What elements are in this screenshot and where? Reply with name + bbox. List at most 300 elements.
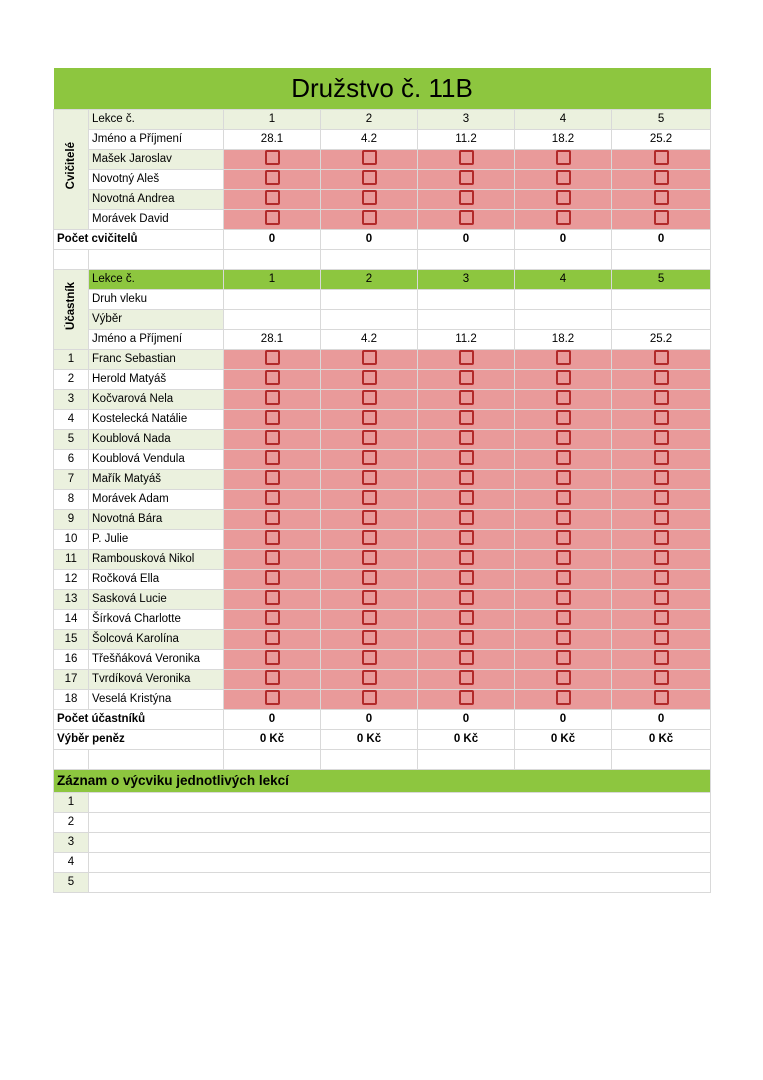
participant-checkbox-cell-4[interactable] (515, 650, 612, 670)
checkbox-icon[interactable] (459, 630, 474, 645)
participant-checkbox-cell-3[interactable] (418, 510, 515, 530)
checkbox-icon[interactable] (654, 590, 669, 605)
checkbox-icon[interactable] (265, 430, 280, 445)
checkbox-icon[interactable] (265, 510, 280, 525)
checkbox-icon[interactable] (654, 510, 669, 525)
participant-name: Franc Sebastian (89, 350, 224, 370)
checkbox-icon[interactable] (362, 530, 377, 545)
checkbox-icon[interactable] (265, 670, 280, 685)
checkbox-icon[interactable] (459, 430, 474, 445)
participant-checkbox-cell-4[interactable] (515, 530, 612, 550)
participant-checkbox-cell-2[interactable] (321, 350, 418, 370)
log-entry-cell[interactable] (89, 853, 711, 873)
checkbox-icon[interactable] (459, 610, 474, 625)
checkbox-icon[interactable] (459, 690, 474, 705)
collection-cell[interactable] (418, 310, 515, 330)
participant-number: 1 (54, 350, 89, 370)
checkbox-icon[interactable] (556, 550, 571, 565)
checkbox-icon[interactable] (459, 210, 474, 225)
instructor-checkbox-cell-2[interactable] (321, 170, 418, 190)
participant-number: 4 (54, 410, 89, 430)
checkbox-icon[interactable] (265, 150, 280, 165)
checkbox-icon[interactable] (459, 510, 474, 525)
checkbox-icon[interactable] (459, 590, 474, 605)
checkbox-icon[interactable] (459, 670, 474, 685)
participant-number: 8 (54, 490, 89, 510)
checkbox-icon[interactable] (556, 210, 571, 225)
checkbox-icon[interactable] (265, 170, 280, 185)
checkbox-icon[interactable] (362, 370, 377, 385)
participant-checkbox-cell-2[interactable] (321, 690, 418, 710)
participant-checkbox-cell-3[interactable] (418, 690, 515, 710)
participant-checkbox-cell-3[interactable] (418, 410, 515, 430)
participant-checkbox-cell-1[interactable] (224, 410, 321, 430)
participant-checkbox-cell-2[interactable] (321, 630, 418, 650)
participant-checkbox-cell-2[interactable] (321, 470, 418, 490)
checkbox-icon[interactable] (654, 450, 669, 465)
checkbox-icon[interactable] (265, 370, 280, 385)
participant-checkbox-cell-5[interactable] (612, 650, 711, 670)
participant-checkbox-cell-1[interactable] (224, 570, 321, 590)
checkbox-icon[interactable] (654, 550, 669, 565)
lesson-number: 5 (612, 270, 711, 290)
participant-count-label: Počet účastníků (54, 710, 224, 730)
participant-checkbox-cell-2[interactable] (321, 390, 418, 410)
participant-checkbox-cell-5[interactable] (612, 470, 711, 490)
instructor-name: Mašek Jaroslav (89, 150, 224, 170)
checkbox-icon[interactable] (362, 490, 377, 505)
checkbox-icon[interactable] (362, 590, 377, 605)
participant-checkbox-cell-2[interactable] (321, 370, 418, 390)
participant-checkbox-cell-3[interactable] (418, 570, 515, 590)
lesson-no-label: Lekce č. (89, 270, 224, 290)
checkbox-icon[interactable] (362, 690, 377, 705)
participant-checkbox-cell-1[interactable] (224, 470, 321, 490)
lesson-number: 2 (321, 110, 418, 130)
checkbox-icon[interactable] (362, 470, 377, 485)
checkbox-icon[interactable] (556, 490, 571, 505)
participant-checkbox-cell-3[interactable] (418, 630, 515, 650)
checkbox-icon[interactable] (362, 350, 377, 365)
participant-name: Veselá Kristýna (89, 690, 224, 710)
instructor-row (54, 190, 711, 210)
checkbox-icon[interactable] (265, 610, 280, 625)
empty-cell (224, 250, 321, 270)
money-collection-label: Výběr peněz (54, 730, 224, 750)
instructors-side-header (54, 110, 89, 230)
checkbox-icon[interactable] (654, 410, 669, 425)
participant-count-row (54, 710, 711, 730)
lesson-date: 11.2 (418, 330, 515, 350)
instructor-checkbox-cell-4[interactable] (515, 170, 612, 190)
participant-row (54, 610, 711, 630)
participant-checkbox-cell-4[interactable] (515, 370, 612, 390)
instructor-checkbox-cell-1[interactable] (224, 190, 321, 210)
lift-type-cell[interactable] (418, 290, 515, 310)
checkbox-icon[interactable] (654, 350, 669, 365)
checkbox-icon[interactable] (265, 630, 280, 645)
collection-cell[interactable] (612, 310, 711, 330)
checkbox-icon[interactable] (654, 610, 669, 625)
participant-checkbox-cell-3[interactable] (418, 370, 515, 390)
empty-cell (418, 250, 515, 270)
participant-checkbox-cell-3[interactable] (418, 390, 515, 410)
instructor-count-value: 0 (515, 230, 612, 250)
checkbox-icon[interactable] (556, 450, 571, 465)
participant-checkbox-cell-5[interactable] (612, 450, 711, 470)
participant-checkbox-cell-1[interactable] (224, 490, 321, 510)
lesson-date: 25.2 (612, 130, 711, 150)
participant-date-row (54, 330, 711, 350)
participant-name: Tvrdíková Veronika (89, 670, 224, 690)
checkbox-icon[interactable] (654, 150, 669, 165)
checkbox-icon[interactable] (654, 530, 669, 545)
participant-checkbox-cell-4[interactable] (515, 410, 612, 430)
participant-checkbox-cell-1[interactable] (224, 650, 321, 670)
instructor-row (54, 170, 711, 190)
participant-checkbox-cell-1[interactable] (224, 390, 321, 410)
instructor-checkbox-cell-4[interactable] (515, 150, 612, 170)
checkbox-icon[interactable] (459, 410, 474, 425)
checkbox-icon[interactable] (265, 490, 280, 505)
participant-checkbox-cell-2[interactable] (321, 430, 418, 450)
participant-checkbox-cell-1[interactable] (224, 550, 321, 570)
participant-checkbox-cell-5[interactable] (612, 630, 711, 650)
participant-checkbox-cell-5[interactable] (612, 670, 711, 690)
participant-checkbox-cell-4[interactable] (515, 670, 612, 690)
checkbox-icon[interactable] (265, 350, 280, 365)
instructor-count-label: Počet cvičitelů (54, 230, 224, 250)
instructor-checkbox-cell-2[interactable] (321, 190, 418, 210)
log-entry-cell[interactable] (89, 873, 711, 893)
lesson-date: 18.2 (515, 130, 612, 150)
participant-checkbox-cell-1[interactable] (224, 370, 321, 390)
money-row (54, 730, 711, 750)
participant-row (54, 570, 711, 590)
checkbox-icon[interactable] (654, 630, 669, 645)
checkbox-icon[interactable] (556, 650, 571, 665)
participant-checkbox-cell-3[interactable] (418, 490, 515, 510)
participant-checkbox-cell-5[interactable] (612, 490, 711, 510)
participant-checkbox-cell-4[interactable] (515, 630, 612, 650)
checkbox-icon[interactable] (654, 390, 669, 405)
log-row-number: 2 (54, 813, 89, 833)
participant-checkbox-cell-2[interactable] (321, 650, 418, 670)
checkbox-icon[interactable] (556, 610, 571, 625)
participant-checkbox-cell-2[interactable] (321, 610, 418, 630)
participant-checkbox-cell-1[interactable] (224, 350, 321, 370)
checkbox-icon[interactable] (654, 170, 669, 185)
name-label: Jméno a Příjmení (89, 130, 224, 150)
participant-checkbox-cell-5[interactable] (612, 590, 711, 610)
participant-checkbox-cell-3[interactable] (418, 430, 515, 450)
log-row (54, 873, 711, 893)
participant-checkbox-cell-1[interactable] (224, 450, 321, 470)
checkbox-icon[interactable] (459, 170, 474, 185)
participant-checkbox-cell-4[interactable] (515, 690, 612, 710)
checkbox-icon[interactable] (362, 410, 377, 425)
instructor-checkbox-cell-3[interactable] (418, 190, 515, 210)
participant-checkbox-cell-3[interactable] (418, 650, 515, 670)
checkbox-icon[interactable] (556, 350, 571, 365)
checkbox-icon[interactable] (556, 370, 571, 385)
instructor-name: Novotný Aleš (89, 170, 224, 190)
checkbox-icon[interactable] (362, 210, 377, 225)
checkbox-icon[interactable] (459, 450, 474, 465)
checkbox-icon[interactable] (654, 430, 669, 445)
participant-checkbox-cell-2[interactable] (321, 670, 418, 690)
money-value: 0 Kč (612, 730, 711, 750)
participant-checkbox-cell-3[interactable] (418, 590, 515, 610)
collection-cell[interactable] (321, 310, 418, 330)
participant-checkbox-cell-5[interactable] (612, 530, 711, 550)
checkbox-icon[interactable] (459, 470, 474, 485)
participant-number: 3 (54, 390, 89, 410)
participant-checkbox-cell-4[interactable] (515, 610, 612, 630)
participant-checkbox-cell-4[interactable] (515, 390, 612, 410)
log-entry-cell[interactable] (89, 833, 711, 853)
participant-name: Kostelecká Natálie (89, 410, 224, 430)
checkbox-icon[interactable] (265, 690, 280, 705)
checkbox-icon[interactable] (654, 670, 669, 685)
checkbox-icon[interactable] (362, 650, 377, 665)
participant-number: 13 (54, 590, 89, 610)
collection-cell[interactable] (224, 310, 321, 330)
instructor-checkbox-cell-5[interactable] (612, 190, 711, 210)
instructor-checkbox-cell-4[interactable] (515, 210, 612, 230)
participant-checkbox-cell-3[interactable] (418, 670, 515, 690)
checkbox-icon[interactable] (654, 570, 669, 585)
collection-cell[interactable] (515, 310, 612, 330)
checkbox-icon[interactable] (556, 430, 571, 445)
participant-checkbox-cell-2[interactable] (321, 410, 418, 430)
instructor-checkbox-cell-3[interactable] (418, 170, 515, 190)
instructor-checkbox-cell-2[interactable] (321, 210, 418, 230)
participant-name: Mařík Matyáš (89, 470, 224, 490)
checkbox-icon[interactable] (654, 470, 669, 485)
checkbox-icon[interactable] (459, 570, 474, 585)
checkbox-icon[interactable] (556, 410, 571, 425)
participant-checkbox-cell-5[interactable] (612, 410, 711, 430)
log-entry-cell[interactable] (89, 793, 711, 813)
checkbox-icon[interactable] (556, 530, 571, 545)
checkbox-icon[interactable] (556, 590, 571, 605)
participant-checkbox-cell-5[interactable] (612, 390, 711, 410)
lift-type-cell[interactable] (515, 290, 612, 310)
participant-checkbox-cell-3[interactable] (418, 610, 515, 630)
checkbox-icon[interactable] (459, 370, 474, 385)
checkbox-icon[interactable] (556, 690, 571, 705)
log-section-header: Záznam o výcviku jednotlivých lekcí (54, 770, 711, 793)
checkbox-icon[interactable] (362, 610, 377, 625)
participant-checkbox-cell-5[interactable] (612, 550, 711, 570)
participant-checkbox-cell-4[interactable] (515, 430, 612, 450)
lesson-date: 11.2 (418, 130, 515, 150)
participant-checkbox-cell-5[interactable] (612, 690, 711, 710)
empty-cell (54, 250, 89, 270)
participant-number: 6 (54, 450, 89, 470)
participant-checkbox-cell-2[interactable] (321, 550, 418, 570)
participant-checkbox-cell-1[interactable] (224, 690, 321, 710)
participant-checkbox-cell-3[interactable] (418, 350, 515, 370)
participant-number: 2 (54, 370, 89, 390)
instructor-checkbox-cell-1[interactable] (224, 150, 321, 170)
participant-checkbox-cell-1[interactable] (224, 530, 321, 550)
checkbox-icon[interactable] (654, 210, 669, 225)
participant-row (54, 650, 711, 670)
instructor-lesson-row (54, 110, 711, 130)
checkbox-icon[interactable] (459, 650, 474, 665)
participant-checkbox-cell-2[interactable] (321, 570, 418, 590)
instructor-checkbox-cell-2[interactable] (321, 150, 418, 170)
checkbox-icon[interactable] (362, 190, 377, 205)
participant-count-value: 0 (515, 710, 612, 730)
checkbox-icon[interactable] (265, 530, 280, 545)
checkbox-icon[interactable] (362, 670, 377, 685)
checkbox-icon[interactable] (556, 150, 571, 165)
participant-checkbox-cell-2[interactable] (321, 450, 418, 470)
participant-checkbox-cell-3[interactable] (418, 450, 515, 470)
participant-checkbox-cell-5[interactable] (612, 370, 711, 390)
checkbox-icon[interactable] (556, 190, 571, 205)
instructor-checkbox-cell-5[interactable] (612, 170, 711, 190)
participant-checkbox-cell-5[interactable] (612, 570, 711, 590)
checkbox-icon[interactable] (265, 470, 280, 485)
checkbox-icon[interactable] (362, 550, 377, 565)
checkbox-icon[interactable] (265, 590, 280, 605)
participant-checkbox-cell-5[interactable] (612, 510, 711, 530)
participant-checkbox-cell-4[interactable] (515, 510, 612, 530)
checkbox-icon[interactable] (459, 530, 474, 545)
participant-number: 11 (54, 550, 89, 570)
instructor-checkbox-cell-1[interactable] (224, 170, 321, 190)
participant-checkbox-cell-4[interactable] (515, 450, 612, 470)
checkbox-icon[interactable] (362, 570, 377, 585)
participant-checkbox-cell-4[interactable] (515, 490, 612, 510)
empty-cell (515, 750, 612, 770)
checkbox-icon[interactable] (362, 450, 377, 465)
title-row (54, 68, 711, 110)
checkbox-icon[interactable] (362, 630, 377, 645)
participant-checkbox-cell-1[interactable] (224, 630, 321, 650)
checkbox-icon[interactable] (556, 170, 571, 185)
instructor-checkbox-cell-3[interactable] (418, 210, 515, 230)
log-entry-cell[interactable] (89, 813, 711, 833)
money-value: 0 Kč (418, 730, 515, 750)
collection-row (54, 310, 711, 330)
lift-type-cell[interactable] (224, 290, 321, 310)
lesson-date: 4.2 (321, 330, 418, 350)
participant-checkbox-cell-4[interactable] (515, 590, 612, 610)
money-value: 0 Kč (224, 730, 321, 750)
instructor-checkbox-cell-5[interactable] (612, 210, 711, 230)
participant-name: Šírková Charlotte (89, 610, 224, 630)
participant-name: Šolcová Karolína (89, 630, 224, 650)
checkbox-icon[interactable] (265, 190, 280, 205)
participant-checkbox-cell-4[interactable] (515, 470, 612, 490)
participant-checkbox-cell-4[interactable] (515, 550, 612, 570)
checkbox-icon[interactable] (459, 390, 474, 405)
lesson-number: 3 (418, 110, 515, 130)
participant-checkbox-cell-4[interactable] (515, 350, 612, 370)
checkbox-icon[interactable] (265, 550, 280, 565)
lesson-date: 18.2 (515, 330, 612, 350)
lift-type-cell[interactable] (612, 290, 711, 310)
checkbox-icon[interactable] (654, 650, 669, 665)
participant-checkbox-cell-3[interactable] (418, 530, 515, 550)
lift-type-cell[interactable] (321, 290, 418, 310)
participant-checkbox-cell-1[interactable] (224, 430, 321, 450)
checkbox-icon[interactable] (265, 450, 280, 465)
checkbox-icon[interactable] (362, 510, 377, 525)
participant-checkbox-cell-3[interactable] (418, 470, 515, 490)
participant-checkbox-cell-2[interactable] (321, 590, 418, 610)
checkbox-icon[interactable] (654, 370, 669, 385)
participant-checkbox-cell-1[interactable] (224, 510, 321, 530)
instructor-checkbox-cell-5[interactable] (612, 150, 711, 170)
collection-label: Výběr (89, 310, 224, 330)
participant-number: 18 (54, 690, 89, 710)
participant-checkbox-cell-2[interactable] (321, 490, 418, 510)
checkbox-icon[interactable] (556, 630, 571, 645)
checkbox-icon[interactable] (556, 470, 571, 485)
participant-checkbox-cell-5[interactable] (612, 350, 711, 370)
checkbox-icon[interactable] (265, 650, 280, 665)
participant-checkbox-cell-2[interactable] (321, 530, 418, 550)
participant-checkbox-cell-1[interactable] (224, 590, 321, 610)
checkbox-icon[interactable] (556, 670, 571, 685)
participant-checkbox-cell-5[interactable] (612, 430, 711, 450)
checkbox-icon[interactable] (265, 390, 280, 405)
participant-row (54, 430, 711, 450)
checkbox-icon[interactable] (459, 150, 474, 165)
checkbox-icon[interactable] (265, 570, 280, 585)
lesson-date: 4.2 (321, 130, 418, 150)
checkbox-icon[interactable] (654, 490, 669, 505)
instructor-checkbox-cell-1[interactable] (224, 210, 321, 230)
checkbox-icon[interactable] (265, 410, 280, 425)
checkbox-icon[interactable] (362, 170, 377, 185)
checkbox-icon[interactable] (362, 390, 377, 405)
checkbox-icon[interactable] (556, 510, 571, 525)
participant-checkbox-cell-5[interactable] (612, 610, 711, 630)
lift-type-row (54, 290, 711, 310)
participant-checkbox-cell-4[interactable] (515, 570, 612, 590)
participant-checkbox-cell-2[interactable] (321, 510, 418, 530)
checkbox-icon[interactable] (362, 150, 377, 165)
checkbox-icon[interactable] (654, 690, 669, 705)
instructor-checkbox-cell-4[interactable] (515, 190, 612, 210)
checkbox-icon[interactable] (459, 550, 474, 565)
money-value: 0 Kč (515, 730, 612, 750)
checkbox-icon[interactable] (556, 390, 571, 405)
checkbox-icon[interactable] (459, 490, 474, 505)
checkbox-icon[interactable] (459, 190, 474, 205)
checkbox-icon[interactable] (362, 430, 377, 445)
participant-checkbox-cell-3[interactable] (418, 550, 515, 570)
checkbox-icon[interactable] (459, 350, 474, 365)
checkbox-icon[interactable] (556, 570, 571, 585)
participant-checkbox-cell-1[interactable] (224, 610, 321, 630)
instructor-checkbox-cell-3[interactable] (418, 150, 515, 170)
checkbox-icon[interactable] (654, 190, 669, 205)
checkbox-icon[interactable] (265, 210, 280, 225)
participant-count-value: 0 (321, 710, 418, 730)
empty-cell (321, 750, 418, 770)
lesson-number: 1 (224, 110, 321, 130)
log-row (54, 833, 711, 853)
participant-checkbox-cell-1[interactable] (224, 670, 321, 690)
